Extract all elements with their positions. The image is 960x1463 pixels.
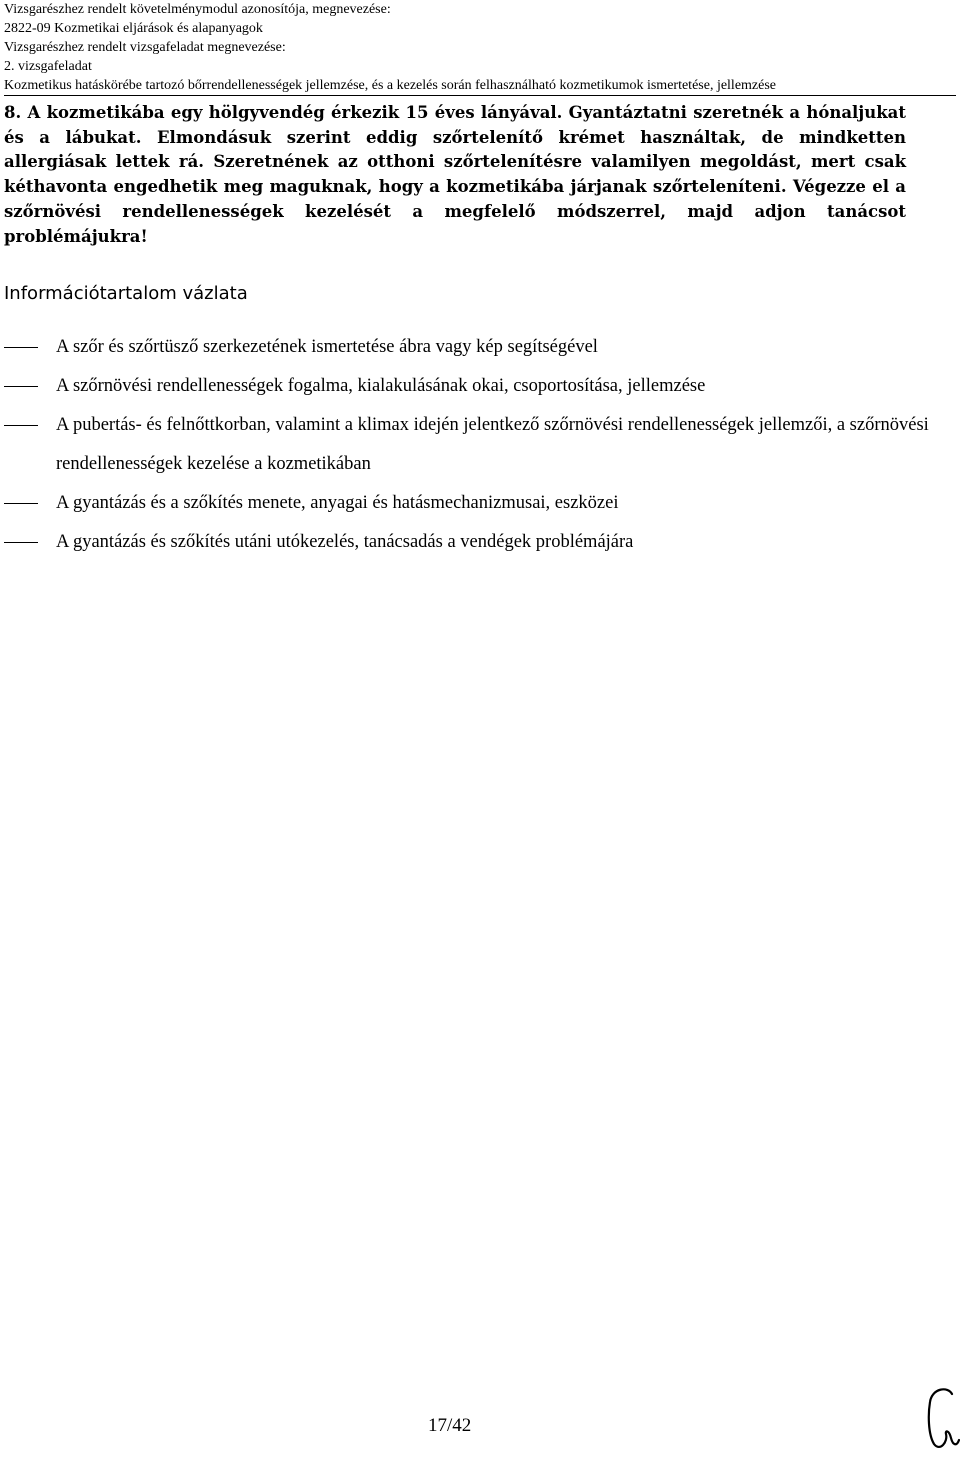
dash-bullet-icon [4,386,38,387]
dash-bullet-icon [4,503,38,504]
dash-bullet-icon [4,347,38,348]
outline-item [0,367,940,406]
outline-item-text: A pubertás- és felnőttkorban, valamint a klimax idején jelentkező szőrnövési rendellenességek jellemzői, a szőrnövési rendellenességek kezelése a kozmetikában [56,415,929,474]
page-number: 17/42 [428,1415,472,1436]
header-task-name: Kozmetikus hatáskörébe tartozó bőrrendellenességek jellemzése, és a kezelés során felhasználható kozmetikumok ismertetése, jellemzése [4,76,956,96]
dash-bullet-icon [4,542,38,543]
header-task-number: 2. vizsgafeladat [4,59,92,74]
handwritten-signature [918,1384,960,1454]
outline-item-text: A gyantázás és szőkítés utáni utókezelés, tanácsadás a vendégek problémájára [56,532,634,552]
outline-list [0,328,940,562]
outline-item [0,523,940,562]
header-module-name: 2822-09 Kozmetikai eljárások és alapanyagok [4,21,263,36]
dash-bullet-icon [4,425,38,426]
outline-item [0,328,940,367]
header-task-label: Vizsgarészhez rendelt vizsgafeladat megnevezése: [4,40,286,55]
task-description: 8. A kozmetikába egy hölgyvendég érkezik 15 éves lányával. Gyantáztatni szeretnék a hónaljukat és a lábukat. Elmondásuk szerint eddig szőrtelenítő krémet használtak, de mindketten allergiásak lettek rá. Szeretnének az otthoni szőrtelenítésre valamilyen megoldást, mert csak kéthavonta engedhetik meg maguknak, hogy a kozmetikába járjanak szőrteleníteni. Végezze el a szőrnövési rendellenességek kezelését a megfelelő módszerrel, majd adjon tanácsot problémájukra! [4,103,906,246]
outline-item [0,484,940,523]
document-header [4,0,956,96]
outline-item-text: A szőrnövési rendellenességek fogalma, kialakulásának okai, csoportosítása, jellemzése [56,376,706,396]
outline-item [0,406,940,484]
header-module-label: Vizsgarészhez rendelt követelménymodul azonosítója, megnevezése: [4,2,391,17]
outline-item-text: A gyantázás és a szőkítés menete, anyagai és hatásmechanizmusai, eszközei [56,493,619,513]
outline-item-text: A szőr és szőrtüsző szerkezetének ismertetése ábra vagy kép segítségével [56,337,598,357]
outline-title: Információtartalom vázlata [4,283,248,304]
